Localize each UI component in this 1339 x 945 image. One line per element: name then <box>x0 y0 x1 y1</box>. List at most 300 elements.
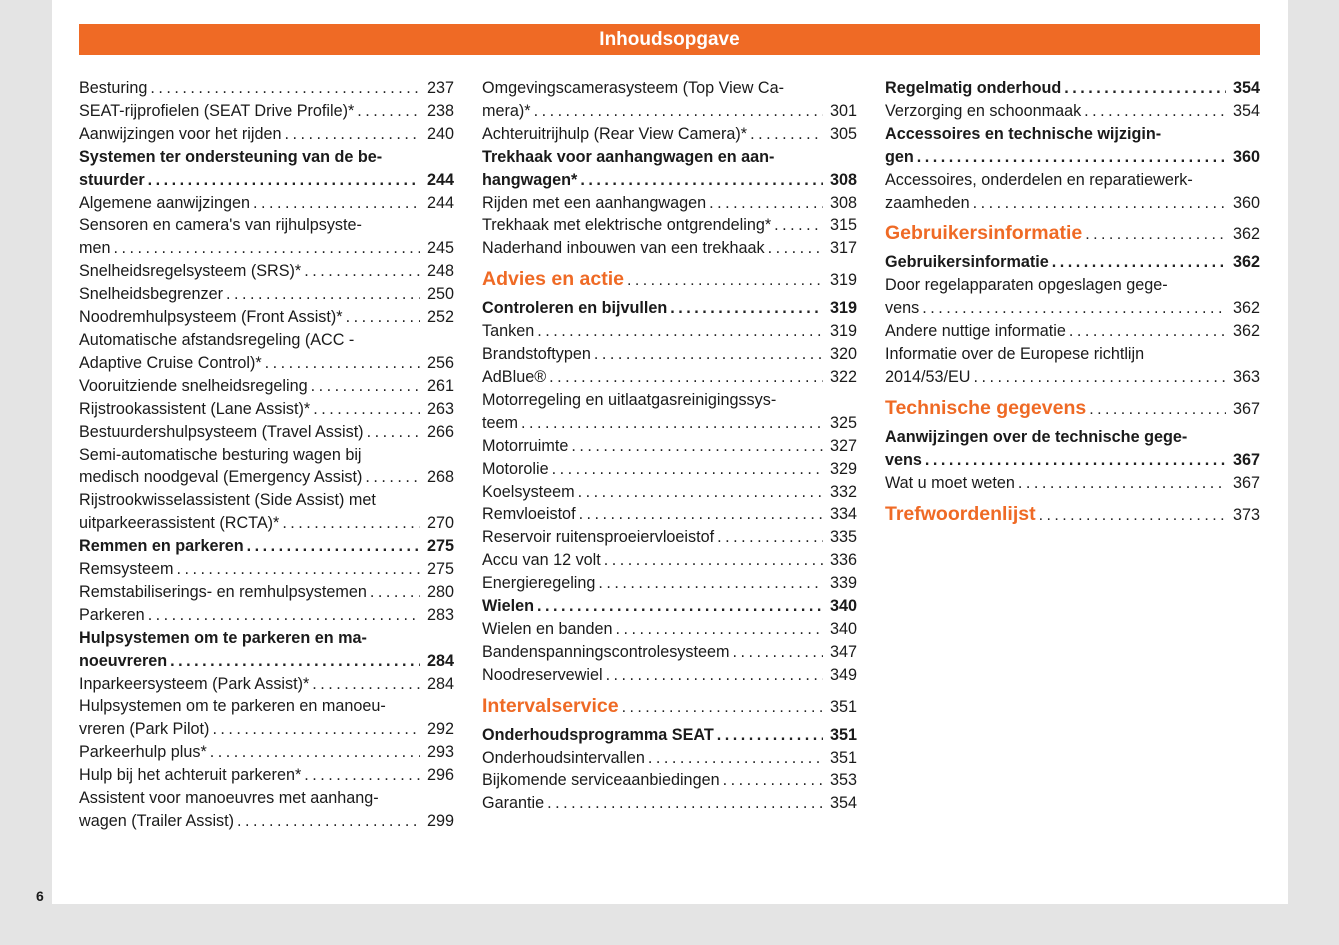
toc-section-heading <box>482 694 857 720</box>
toc-entry-line <box>482 192 857 215</box>
toc-entry-line <box>79 260 454 283</box>
toc-entry-title: Parkeren <box>79 605 145 624</box>
toc-entry-line <box>482 267 857 293</box>
toc-entry <box>482 595 857 618</box>
toc-entry-title: medisch noodgeval (Emergency Assist) <box>79 468 363 487</box>
toc-entry-line <box>79 695 454 718</box>
toc-dot-leader <box>1069 320 1226 343</box>
toc-column-3 <box>885 77 1260 532</box>
toc-page-number: 351 <box>829 725 857 744</box>
toc-entry-line <box>79 214 454 237</box>
toc-entry-title: vens <box>885 450 922 469</box>
toc-entry-line <box>79 100 454 123</box>
toc-entry-title: Hulpsystemen om te parkeren en ma- <box>79 628 367 647</box>
toc-page-number: 367 <box>1232 473 1260 492</box>
toc-dot-leader <box>1084 100 1226 123</box>
toc-entry-title: Advies en actie <box>482 268 624 291</box>
toc-entry-title: Intervalservice <box>482 694 619 717</box>
toc-entry <box>79 558 454 581</box>
toc-entry-line <box>885 297 1260 320</box>
toc-dot-leader <box>247 535 420 558</box>
toc-entry <box>79 673 454 696</box>
toc-entry-title: Controleren en bijvullen <box>482 299 668 318</box>
toc-dot-leader <box>367 421 420 444</box>
toc-page-number: 263 <box>426 399 454 418</box>
toc-entry-title: Garantie <box>482 794 545 813</box>
toc-entry-title: Remstabiliserings- en remhulpsystemen <box>79 582 367 601</box>
toc-entry-line <box>79 237 454 260</box>
toc-entry-title: Achteruitrijhulp (Rear View Camera)* <box>482 124 748 143</box>
toc-entry-line <box>482 481 857 504</box>
toc-page-number: 362 <box>1232 299 1260 318</box>
toc-entry-title: Motorolie <box>482 459 549 478</box>
toc-page-number: 347 <box>829 642 857 661</box>
toc-entry <box>482 146 857 192</box>
toc-entry <box>79 398 454 421</box>
toc-dot-leader <box>571 435 823 458</box>
toc-entry-line <box>482 435 857 458</box>
toc-entry <box>482 389 857 435</box>
toc-entry-title: gen <box>885 147 914 166</box>
toc-entry-title: Energieregeling <box>482 574 596 593</box>
toc-page-number: 252 <box>426 308 454 327</box>
toc-section-heading <box>885 396 1260 422</box>
toc-entry-line <box>482 503 857 526</box>
toc-page-number: 362 <box>1232 225 1260 244</box>
toc-entry-title: Rijstrookwisselassistent (Side Assist) met <box>79 491 376 510</box>
toc-entry <box>482 366 857 389</box>
toc-entry <box>482 214 857 237</box>
toc-dot-leader <box>547 792 823 815</box>
toc-entry-title: hangwagen* <box>482 170 578 189</box>
toc-dot-leader <box>606 664 823 687</box>
toc-page-number: 317 <box>829 239 857 258</box>
toc-page-number: 327 <box>829 436 857 455</box>
toc-page-number: 308 <box>829 170 857 189</box>
toc-entry <box>79 787 454 833</box>
toc-entry <box>482 792 857 815</box>
toc-entry-line <box>79 512 454 535</box>
toc-dot-leader <box>723 769 823 792</box>
toc-dot-leader <box>974 366 1227 389</box>
toc-entry-title: men <box>79 239 111 258</box>
toc-dot-leader <box>534 100 823 123</box>
toc-dot-leader <box>598 572 823 595</box>
toc-dot-leader <box>365 466 420 489</box>
toc-entry-title: Noodremhulpsysteem (Front Assist)* <box>79 308 343 327</box>
toc-page-number: 270 <box>426 514 454 533</box>
toc-entry-title: SEAT-rijprofielen (SEAT Drive Profile)* <box>79 101 355 120</box>
toc-entry-line <box>79 398 454 421</box>
toc-entry-line <box>885 251 1260 274</box>
toc-entry-title: Motorregeling en uitlaatgasreinigingssys- <box>482 390 777 409</box>
toc-entry-line <box>79 306 454 329</box>
toc-entry <box>482 549 857 572</box>
toc-entry-title: Wielen <box>482 597 535 616</box>
toc-page-number: 293 <box>426 743 454 762</box>
toc-entry-line <box>482 389 857 412</box>
toc-entry <box>885 77 1260 100</box>
toc-page-number: 362 <box>1232 322 1260 341</box>
toc-entry-title: Rijstrookassistent (Lane Assist)* <box>79 399 311 418</box>
toc-entry <box>482 724 857 747</box>
toc-entry <box>482 192 857 215</box>
toc-entry-title: Motorruimte <box>482 436 569 455</box>
toc-dot-leader <box>312 673 420 696</box>
toc-page-number: 292 <box>426 720 454 739</box>
toc-page-number: 367 <box>1232 399 1260 418</box>
toc-dot-leader <box>114 237 421 260</box>
toc-entry-line <box>885 77 1260 100</box>
toc-entry <box>885 100 1260 123</box>
toc-entry-line <box>482 747 857 770</box>
toc-dot-leader <box>922 297 1226 320</box>
toc-dot-leader <box>282 512 420 535</box>
toc-entry-title: Noodreservewiel <box>482 665 603 684</box>
toc-entry <box>79 604 454 627</box>
toc-entry-line <box>79 535 454 558</box>
toc-entry-title: Onderhoudsintervallen <box>482 748 645 767</box>
toc-page-number: 362 <box>1232 253 1260 272</box>
toc-page-number: 339 <box>829 574 857 593</box>
toc-dot-leader <box>170 650 420 673</box>
toc-dot-leader <box>357 100 420 123</box>
toc-page-number: 284 <box>426 674 454 693</box>
toc-column-2 <box>482 77 857 815</box>
toc-page-number: 325 <box>829 413 857 432</box>
toc-entry-line <box>482 77 857 100</box>
toc-section-heading <box>482 267 857 293</box>
toc-entry-line <box>885 146 1260 169</box>
toc-entry-line <box>482 169 857 192</box>
toc-entry-line <box>79 466 454 489</box>
toc-dot-leader <box>750 123 823 146</box>
page-title: Inhoudsopgave <box>599 28 740 50</box>
toc-page-number: 299 <box>426 812 454 830</box>
toc-entry <box>482 572 857 595</box>
toc-entry-title: Remvloeistof <box>482 505 576 524</box>
toc-page-number: 261 <box>426 376 454 395</box>
toc-entry-line <box>482 366 857 389</box>
toc-dot-leader <box>537 320 823 343</box>
toc-entry-line <box>79 352 454 375</box>
toc-entry-title: Andere nuttige informatie <box>885 322 1066 341</box>
toc-entry <box>885 472 1260 495</box>
toc-entry-line <box>79 489 454 512</box>
toc-entry-line <box>79 604 454 627</box>
toc-dot-leader <box>346 306 420 329</box>
toc-entry-line <box>885 221 1260 247</box>
toc-entry-title: AdBlue® <box>482 367 547 386</box>
toc-entry-title: Assistent voor manoeuvres met aanhang- <box>79 789 379 808</box>
toc-entry <box>79 77 454 100</box>
toc-entry <box>482 769 857 792</box>
toc-entry-line <box>482 724 857 747</box>
toc-entry-line <box>79 650 454 673</box>
toc-page-number: 320 <box>829 345 857 364</box>
toc-entry-line <box>885 169 1260 192</box>
toc-entry-title: Rijden met een aanhangwagen <box>482 193 707 212</box>
toc-dot-leader <box>210 741 420 764</box>
toc-entry-line <box>79 741 454 764</box>
toc-dot-leader <box>537 595 823 618</box>
toc-dot-leader <box>925 449 1226 472</box>
toc-page-number: 329 <box>829 459 857 478</box>
toc-column-1 <box>79 77 454 833</box>
toc-entry-title: Trekhaak met elektrische ontgrendeling* <box>482 216 772 235</box>
toc-entry-title: vens <box>885 299 920 318</box>
toc-entry-line <box>885 472 1260 495</box>
toc-entry-line <box>482 641 857 664</box>
toc-dot-leader <box>370 581 420 604</box>
toc-page-number: 244 <box>426 170 454 189</box>
toc-entry-line <box>79 718 454 741</box>
toc-page-number: 319 <box>829 299 857 318</box>
toc-page-number: 351 <box>829 697 857 716</box>
toc-entry-line <box>885 274 1260 297</box>
toc-entry-title: teem <box>482 413 518 432</box>
toc-entry-line <box>482 549 857 572</box>
toc-entry-line <box>482 214 857 237</box>
toc-entry-title: Systemen ter ondersteuning van de be- <box>79 147 383 166</box>
toc-dot-leader <box>670 297 823 320</box>
toc-entry-title: Tanken <box>482 322 535 341</box>
toc-dot-leader <box>1085 221 1226 247</box>
toc-entry <box>885 320 1260 343</box>
toc-entry <box>482 664 857 687</box>
toc-entry <box>482 458 857 481</box>
toc-dot-leader <box>580 169 823 192</box>
toc-entry <box>482 297 857 320</box>
toc-entry <box>482 747 857 770</box>
toc-entry-title: Inparkeersysteem (Park Assist)* <box>79 674 310 693</box>
toc-entry-title: Besturing <box>79 79 148 97</box>
toc-dot-leader <box>311 375 420 398</box>
toc-entry-title: Reservoir ruitensproeiervloeistof <box>482 528 715 547</box>
toc-entry-line <box>885 366 1260 389</box>
toc-page-number: 245 <box>426 239 454 258</box>
toc-entry-title: Bijkomende serviceaanbiedingen <box>482 771 720 790</box>
toc-dot-leader <box>768 237 823 260</box>
toc-entry <box>79 489 454 535</box>
toc-dot-leader <box>717 724 823 747</box>
toc-entry <box>79 260 454 283</box>
toc-entry-line <box>79 77 454 100</box>
toc-entry-title: Omgevingscamerasysteem (Top View Ca- <box>482 79 784 97</box>
toc-entry <box>885 123 1260 169</box>
toc-dot-leader <box>552 458 823 481</box>
toc-dot-leader <box>148 169 420 192</box>
toc-dot-leader <box>648 747 823 770</box>
toc-entry-line <box>482 297 857 320</box>
toc-dot-leader <box>549 366 823 389</box>
toc-entry-line <box>79 192 454 215</box>
toc-page-number: 275 <box>426 537 454 556</box>
toc-entry-line <box>885 449 1260 472</box>
toc-page-number: 308 <box>829 193 857 212</box>
toc-entry <box>482 343 857 366</box>
toc-entry-title: wagen (Trailer Assist) <box>79 812 235 830</box>
toc-entry-line <box>482 694 857 720</box>
toc-entry <box>482 435 857 458</box>
toc-entry-title: 2014/53/EU <box>885 367 971 386</box>
toc-dot-leader <box>604 549 823 572</box>
toc-entry-line <box>79 581 454 604</box>
toc-entry-title: Sensoren en camera's van rijhulpsyste- <box>79 216 362 235</box>
toc-entry-line <box>482 146 857 169</box>
toc-entry-line <box>79 123 454 146</box>
toc-page-number: 256 <box>426 353 454 372</box>
toc-entry-title: Hulpsystemen om te parkeren en manoeu- <box>79 697 386 716</box>
toc-entry <box>482 526 857 549</box>
toc-page-number: 280 <box>426 582 454 601</box>
toc-page-number: 335 <box>829 528 857 547</box>
toc-page-number: 301 <box>829 101 857 120</box>
toc-page-number: 268 <box>426 468 454 487</box>
toc-entry <box>482 641 857 664</box>
toc-dot-leader <box>917 146 1226 169</box>
toc-entry-title: Bandenspanningscontrolesysteem <box>482 642 730 661</box>
toc-page-number: 353 <box>829 771 857 790</box>
toc-page-number: 250 <box>426 285 454 304</box>
toc-page-number: 340 <box>829 597 857 616</box>
toc-entry <box>482 77 857 123</box>
toc-entry <box>79 375 454 398</box>
toc-dot-leader <box>265 352 420 375</box>
toc-page-number: 367 <box>1232 450 1260 469</box>
toc-dot-leader <box>148 604 420 627</box>
toc-dot-leader <box>774 214 823 237</box>
toc-page-number: 238 <box>426 101 454 120</box>
toc-entry <box>482 320 857 343</box>
toc-entry-title: Automatische afstandsregeling (ACC - <box>79 330 355 349</box>
toc-entry <box>79 100 454 123</box>
toc-page-number: 354 <box>1232 101 1260 120</box>
toc-entry-title: stuurder <box>79 170 145 189</box>
toc-page-number: 334 <box>829 505 857 524</box>
toc-entry <box>79 535 454 558</box>
toc-entry-line <box>79 787 454 810</box>
toc-dot-leader <box>304 764 420 787</box>
toc-entry-line <box>885 426 1260 449</box>
toc-entry-title: Accessoires, onderdelen en reparatiewerk- <box>885 170 1193 189</box>
toc-entry-line <box>79 673 454 696</box>
toc-entry-line <box>482 769 857 792</box>
toc-entry-title: Algemene aanwijzingen <box>79 193 250 212</box>
toc-dot-leader <box>212 718 420 741</box>
toc-dot-leader <box>627 267 823 293</box>
toc-dot-leader <box>226 283 420 306</box>
toc-entry-title: Onderhoudsprogramma SEAT <box>482 725 714 744</box>
toc-entry <box>79 306 454 329</box>
toc-dot-leader <box>176 558 420 581</box>
toc-entry-title: uitparkeerassistent (RCTA)* <box>79 514 280 533</box>
toc-dot-leader <box>521 412 823 435</box>
toc-entry-title: Trekhaak voor aanhangwagen en aan- <box>482 147 775 166</box>
toc-page-number: 319 <box>829 271 857 290</box>
toc-entry <box>79 192 454 215</box>
toc-dot-leader <box>253 192 420 215</box>
header-bar <box>79 24 1260 55</box>
toc-dot-leader <box>313 398 420 421</box>
toc-entry <box>79 764 454 787</box>
toc-entry-title: Remsysteem <box>79 560 174 579</box>
toc-entry-title: Koelsysteem <box>482 482 575 501</box>
toc-entry-line <box>79 169 454 192</box>
toc-entry-title: Accessoires en technische wijzigin- <box>885 124 1162 143</box>
toc-entry-title: Naderhand inbouwen van een trekhaak <box>482 239 765 258</box>
toc-entry <box>79 444 454 490</box>
toc-dot-leader <box>709 192 823 215</box>
toc-dot-leader <box>237 810 420 833</box>
toc-entry <box>482 503 857 526</box>
toc-dot-leader <box>1018 472 1226 495</box>
toc-page-number: 244 <box>426 193 454 212</box>
toc-entry-title: Aanwijzingen over de technische gege- <box>885 427 1188 446</box>
toc-dot-leader <box>150 77 420 100</box>
toc-entry-title: Snelheidsbegrenzer <box>79 285 223 304</box>
toc-entry-line <box>885 123 1260 146</box>
toc-page-number: 319 <box>829 322 857 341</box>
toc-entry-title: zaamheden <box>885 193 970 212</box>
toc-entry <box>79 741 454 764</box>
toc-dot-leader <box>732 641 823 664</box>
toc-page-number: 360 <box>1232 193 1260 212</box>
toc-entry <box>79 695 454 741</box>
toc-entry-line <box>885 343 1260 366</box>
toc-entry-title: Trefwoordenlijst <box>885 502 1036 525</box>
toc-entry <box>482 123 857 146</box>
toc-page-number: 315 <box>829 216 857 235</box>
toc-page-number: 237 <box>426 79 454 97</box>
toc-page-number: 336 <box>829 551 857 570</box>
toc-entry-title: Informatie over de Europese richtlijn <box>885 345 1145 364</box>
toc-entry-line <box>885 396 1260 422</box>
toc-entry-line <box>79 558 454 581</box>
toc-dot-leader <box>973 192 1226 215</box>
toc-entry <box>79 123 454 146</box>
toc-page-number: 354 <box>829 794 857 813</box>
toc-entry-line <box>79 810 454 833</box>
toc-entry-line <box>482 458 857 481</box>
toc-dot-leader <box>594 343 823 366</box>
toc-entry-line <box>482 123 857 146</box>
toc-entry-line <box>482 343 857 366</box>
toc-page-number: 296 <box>426 766 454 785</box>
toc-entry-title: Vooruitziende snelheidsregeling <box>79 376 308 395</box>
toc-entry-title: Gebruikersinformatie <box>885 222 1083 245</box>
toc-section-heading <box>885 502 1260 528</box>
toc-entry-title: Gebruikersinformatie <box>885 253 1049 272</box>
toc-entry-line <box>482 320 857 343</box>
toc-entry-line <box>79 421 454 444</box>
toc-entry-title: Verzorging en schoonmaak <box>885 101 1082 120</box>
toc-page-number: 363 <box>1232 367 1260 386</box>
toc-dot-leader <box>578 481 823 504</box>
toc-page-number: 340 <box>829 619 857 638</box>
toc-entry-title: Door regelapparaten opgeslagen gege- <box>885 276 1168 295</box>
toc-page-number: 373 <box>1232 505 1260 524</box>
toc-entry <box>885 426 1260 472</box>
toc-entry <box>482 481 857 504</box>
toc-entry-line <box>79 283 454 306</box>
toc-entry <box>79 329 454 375</box>
toc-entry-title: Semi-automatische besturing wagen bij <box>79 445 362 464</box>
toc-dot-leader <box>304 260 420 283</box>
toc-entry-line <box>79 329 454 352</box>
toc-entry-line <box>482 412 857 435</box>
toc-entry-line <box>885 320 1260 343</box>
